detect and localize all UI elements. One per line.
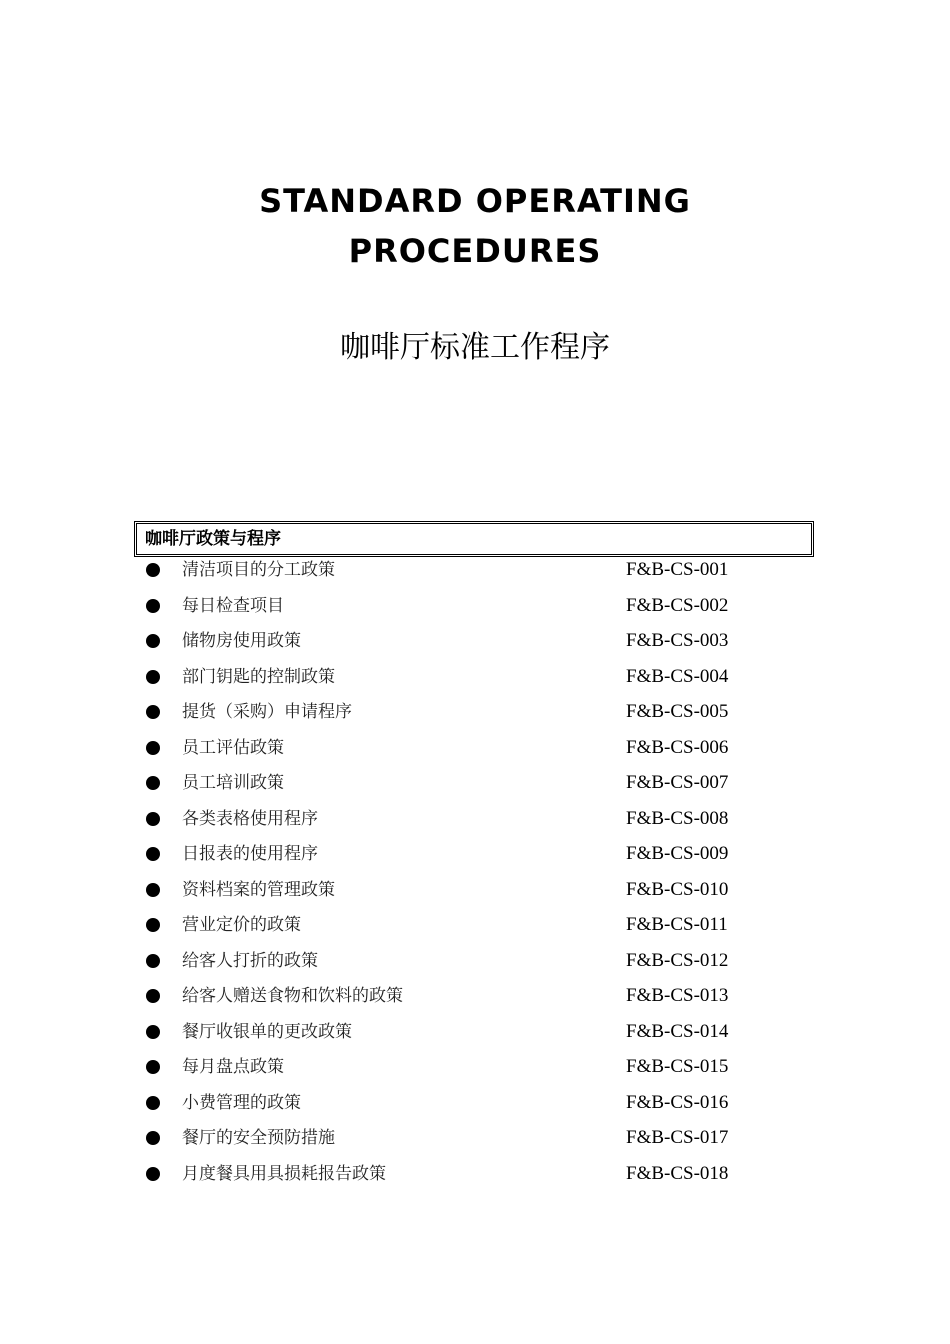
bullet-icon [146, 741, 160, 755]
procedure-name: 营业定价的政策 [182, 915, 301, 935]
list-item [140, 1015, 820, 1051]
procedure-code: F&B-CS-008 [626, 807, 729, 829]
bullet-icon [146, 847, 160, 861]
procedure-name: 员工评估政策 [182, 737, 284, 758]
bullet-icon [146, 1131, 160, 1145]
procedure-name: 部门钥匙的控制政策 [182, 666, 335, 687]
procedure-code: F&B-CS-018 [626, 1162, 729, 1184]
document-title-english [0, 176, 950, 276]
procedure-code: F&B-CS-004 [626, 665, 729, 687]
list-item [140, 731, 820, 767]
list-item [140, 1086, 820, 1122]
procedure-name: 员工培训政策 [182, 773, 284, 793]
procedure-code: F&B-CS-001 [626, 559, 729, 580]
procedure-name: 餐厅的安全预防措施 [182, 1128, 335, 1148]
procedure-name: 每日检查项目 [182, 595, 284, 616]
bullet-icon [146, 634, 160, 648]
document-title-chinese: 咖啡厅标准工作程序 [340, 330, 610, 365]
procedure-code: F&B-CS-009 [626, 843, 729, 864]
procedure-name: 提货（采购）申请程序 [182, 702, 352, 722]
procedure-code: F&B-CS-013 [626, 985, 729, 1006]
procedure-code: F&B-CS-014 [626, 1020, 729, 1042]
list-item [140, 553, 820, 589]
procedure-name: 各类表格使用程序 [182, 808, 318, 829]
title-line-1: STANDARD OPERATING [259, 182, 691, 220]
procedure-name: 资料档案的管理政策 [182, 879, 335, 900]
procedure-code: F&B-CS-017 [626, 1127, 729, 1148]
procedure-code: F&B-CS-010 [626, 878, 729, 900]
list-item [140, 624, 820, 660]
list-item [140, 802, 820, 838]
procedure-code: F&B-CS-016 [626, 1091, 729, 1113]
procedure-name: 给客人打折的政策 [182, 950, 318, 971]
bullet-icon [146, 1025, 160, 1039]
procedure-name: 储物房使用政策 [182, 631, 301, 651]
list-item [140, 1157, 820, 1193]
procedure-code: F&B-CS-003 [626, 630, 729, 651]
list-item [140, 873, 820, 909]
bullet-icon [146, 599, 160, 613]
procedure-name: 日报表的使用程序 [182, 844, 318, 864]
bullet-icon [146, 563, 160, 577]
procedure-code: F&B-CS-011 [626, 914, 728, 935]
procedure-name: 餐厅收银单的更改政策 [182, 1021, 352, 1042]
procedure-code: F&B-CS-007 [626, 772, 729, 793]
section-heading: 咖啡厅政策与程序 [145, 529, 281, 549]
list-item [140, 837, 820, 873]
bullet-icon [146, 1096, 160, 1110]
title-line-2: PROCEDURES [348, 232, 602, 270]
bullet-icon [146, 670, 160, 684]
list-item [140, 944, 820, 980]
procedure-code: F&B-CS-005 [626, 701, 729, 722]
list-item [140, 695, 820, 731]
bullet-icon [146, 812, 160, 826]
procedure-name: 小费管理的政策 [182, 1092, 301, 1113]
bullet-icon [146, 883, 160, 897]
procedure-name: 月度餐具用具损耗报告政策 [182, 1163, 386, 1184]
bullet-icon [146, 705, 160, 719]
bullet-icon [146, 989, 160, 1003]
procedure-code: F&B-CS-002 [626, 594, 729, 616]
list-item [140, 766, 820, 802]
bullet-icon [146, 776, 160, 790]
procedure-code: F&B-CS-012 [626, 949, 729, 971]
procedure-name: 清洁项目的分工政策 [182, 560, 335, 580]
procedure-code: F&B-CS-006 [626, 736, 729, 758]
procedure-code: F&B-CS-015 [626, 1056, 729, 1077]
bullet-icon [146, 918, 160, 932]
list-item [140, 979, 820, 1015]
procedure-list [140, 553, 820, 1192]
bullet-icon [146, 1060, 160, 1074]
list-item [140, 1050, 820, 1086]
list-item [140, 1121, 820, 1157]
bullet-icon [146, 1167, 160, 1181]
list-item [140, 908, 820, 944]
bullet-icon [146, 954, 160, 968]
procedure-name: 每月盘点政策 [182, 1057, 284, 1077]
section-heading-box [134, 521, 814, 557]
procedure-name: 给客人赠送食物和饮料的政策 [182, 986, 403, 1006]
list-item [140, 660, 820, 696]
list-item [140, 589, 820, 625]
